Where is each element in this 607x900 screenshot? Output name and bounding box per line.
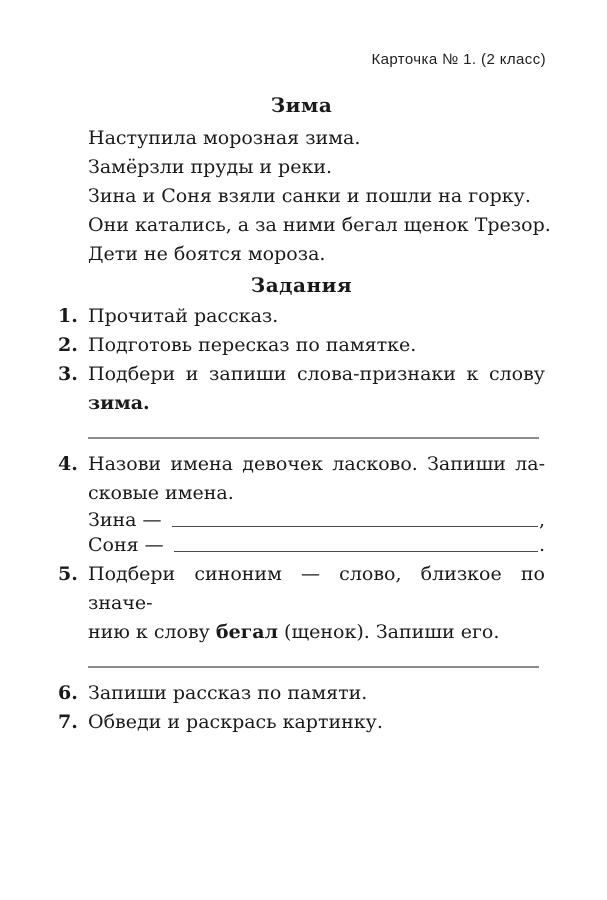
answer-blank-line (174, 551, 538, 552)
punctuation: , (538, 509, 545, 531)
task-item-6 (58, 679, 545, 708)
task-text-line: Назови имена девочек ласково. Запиши ла- (88, 453, 545, 475)
task-number: 2. (58, 334, 78, 356)
task-text-line: Подбери и запиши слова-признаки к слову (88, 363, 545, 385)
task-text: Обведи и раскрась картинку. (88, 711, 383, 733)
story-title: Зима (270, 93, 333, 117)
fill-label: Зина — (88, 509, 162, 531)
answer-rule (88, 666, 539, 668)
task-text-line (88, 389, 545, 418)
task-number: 6. (58, 682, 78, 704)
task-text: Запиши рассказ по памяти. (88, 682, 368, 704)
text-segment: (щенок). Запиши его. (278, 621, 500, 643)
punctuation: . (143, 392, 150, 414)
task-number: 4. (58, 453, 78, 475)
fill-label: Соня — (88, 534, 164, 556)
tasks-list (58, 302, 545, 737)
card-header-label: Карточка № 1. (2 класс) (371, 51, 546, 68)
task-number: 5. (58, 563, 78, 585)
answer-rule (88, 437, 539, 439)
story-line: Наступила морозная зима. (88, 127, 361, 149)
task-text: Подготовь пересказ по памятке. (88, 334, 417, 356)
task-item-3 (58, 360, 545, 418)
task-text: Прочитай рассказ. (88, 305, 279, 327)
story-line: Замёрзли пруды и реки. (88, 156, 333, 178)
task-text-line: Подбери синоним — слово, близкое по значе- (88, 563, 545, 614)
task-number: 3. (58, 363, 78, 385)
task-item-4 (58, 450, 545, 508)
task-item-1 (58, 302, 545, 331)
task-item-7 (58, 708, 545, 737)
tasks-heading: Задания (250, 273, 353, 297)
story-line: Они катались, а за ними бегал щенок Трезор. (88, 214, 551, 236)
task-item-2 (58, 331, 545, 360)
task-text-line: сковые имена. (88, 482, 234, 504)
story-line: Дети не боятся мороза. (88, 243, 326, 265)
fill-row-sonya (58, 533, 545, 558)
emphasized-word: бегал (215, 621, 279, 643)
task-number: 7. (58, 711, 78, 733)
story-text (58, 124, 551, 269)
punctuation: . (538, 534, 545, 556)
worksheet-content (58, 88, 551, 737)
emphasized-word: зима (88, 392, 144, 414)
task-item-5 (58, 560, 545, 647)
answer-blank-line (172, 526, 538, 527)
text-segment: нию к слову (88, 621, 216, 643)
fill-row-zina (58, 508, 545, 533)
task-number: 1. (58, 305, 78, 327)
story-line: Зина и Соня взяли санки и пошли на горку. (88, 185, 531, 207)
task-text-line (88, 618, 545, 647)
